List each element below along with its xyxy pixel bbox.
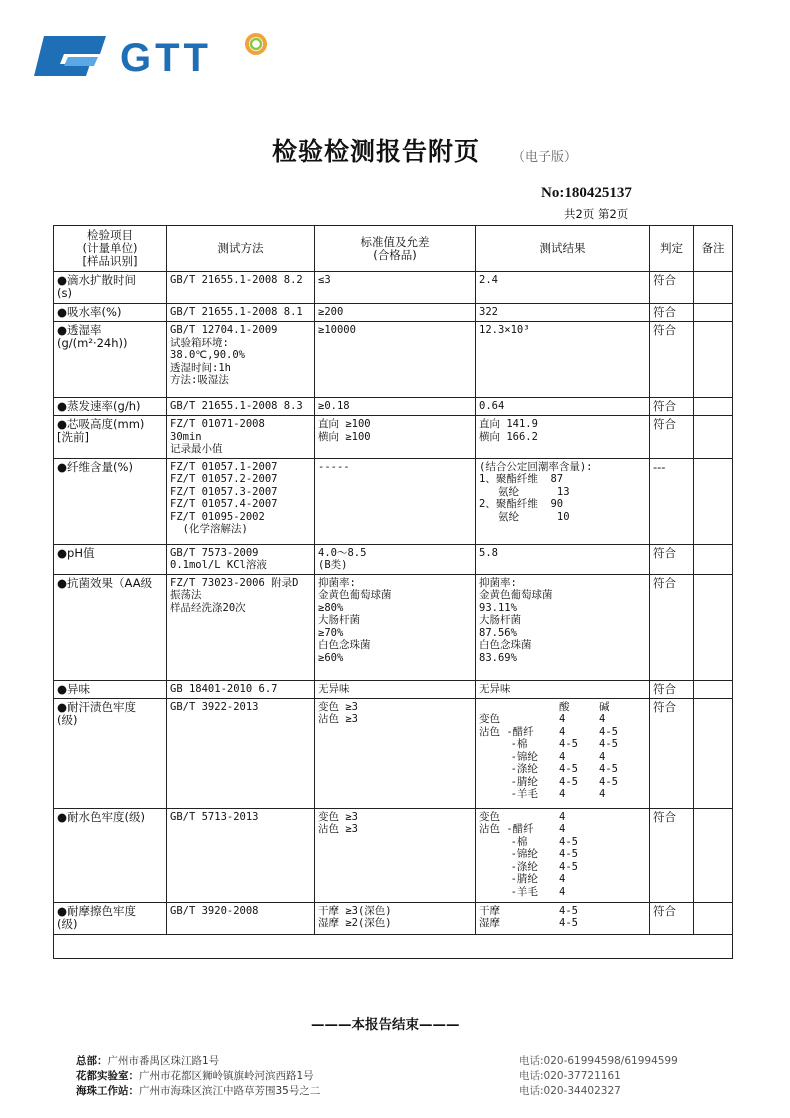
standard-line: ≥60% [318, 651, 344, 664]
footer-address-line [76, 1054, 320, 1069]
item-line: ●抗菌效果（AA级 [57, 575, 153, 590]
method-line: (化学溶解法) [170, 523, 248, 535]
standard-line: 金黄色葡萄球菌 [318, 589, 392, 601]
method-line: FZ/T 73023-2006 附录D [170, 576, 299, 589]
cell-item [54, 544, 167, 574]
cell-item [54, 458, 167, 544]
cell-standard [315, 272, 476, 304]
method-line: 振荡法 [170, 589, 202, 601]
table-row [54, 416, 733, 459]
footer-label: 海珠工作站： [76, 1085, 139, 1097]
header-result: 测试结果 [476, 226, 650, 272]
item-line: (s) [57, 286, 72, 300]
result-line: 12.3×10³ [479, 324, 530, 336]
table-row [54, 574, 733, 680]
cell-standard [315, 544, 476, 574]
item-line: (级) [57, 916, 78, 931]
cell-remark [694, 458, 733, 544]
cell-result [476, 574, 650, 680]
method-line: FZ/T 01057.4-2007 [170, 498, 278, 510]
table-header-row [54, 226, 733, 272]
result-grid-cell: 4 [559, 873, 566, 885]
result-line: (结合公定回潮率含量): [479, 460, 593, 473]
cell-result [476, 322, 650, 398]
cell-judge: 符合 [650, 398, 694, 416]
footer-phone-line: 电话:020-34402327 [519, 1085, 621, 1097]
result-grid-cell: -锦纶 [479, 848, 538, 860]
logo-mark-icon [34, 36, 106, 76]
cell-standard [315, 808, 476, 902]
method-line: GB/T 21655.1-2008 8.1 [170, 306, 303, 318]
footer-address-line [76, 1069, 320, 1084]
cell-remark [694, 398, 733, 416]
item-line: ●耐水色牢度(级) [57, 809, 146, 824]
result-grid-cell: 湿摩 [479, 917, 500, 929]
result-grid-cell: 4-5 [599, 725, 618, 738]
method-line: GB/T 3922-2013 [170, 700, 259, 713]
table-row [54, 698, 733, 808]
result-line: 白色念珠菌 [479, 639, 532, 651]
method-line: GB/T 5713-2013 [170, 810, 259, 823]
footer-text: 广州市花都区狮岭镇旗岭河滨西路1号 [139, 1070, 314, 1082]
footer-phone-line: 电话:020-37721161 [519, 1070, 621, 1082]
table-row-empty [54, 934, 733, 958]
method-line: 记录最小值 [170, 443, 223, 455]
table-row [54, 458, 733, 544]
standard-line: ≤3 [318, 274, 331, 286]
method-line: FZ/T 01071-2008 [170, 418, 265, 430]
result-grid-cell [479, 701, 559, 714]
cell-method [167, 808, 315, 902]
result-grid-cell: 4 [559, 823, 566, 835]
cell-method [167, 398, 315, 416]
result-grid-cell: 4 [599, 788, 606, 800]
cell-item [54, 698, 167, 808]
result-grid-cell: 4-5 [599, 763, 618, 775]
cell-remark [694, 272, 733, 304]
cell-item [54, 416, 167, 459]
method-line: GB/T 7573-2009 [170, 546, 259, 559]
cell-method [167, 574, 315, 680]
cell-remark [694, 544, 733, 574]
result-grid-cell: 碱 [599, 700, 610, 713]
result-grid-cell: -腈纶 [479, 873, 538, 885]
method-line: 样品经洗涤20次 [170, 601, 246, 614]
result-grid-cell: 4-5 [559, 904, 578, 917]
result-grid-cell: 干摩 [479, 904, 500, 917]
item-line: ●吸水率(%) [57, 305, 122, 319]
cell-standard [315, 680, 476, 698]
cell-empty [54, 934, 733, 958]
result-grid-cell: -羊毛 [479, 885, 538, 898]
result-line: 1、聚酯纤维 87 [479, 473, 564, 485]
cell-method [167, 544, 315, 574]
cell-remark [694, 574, 733, 680]
cell-judge: 符合 [650, 808, 694, 902]
result-grid-cell: 4 [559, 788, 566, 800]
cell-standard [315, 304, 476, 322]
page-title: 检验检测报告附页 [272, 137, 481, 166]
item-line: ●纤维含量(%) [57, 459, 133, 474]
method-line: 方法:吸湿法 [170, 374, 229, 386]
result-grid [479, 811, 646, 899]
result-grid-cell: -锦纶 [479, 750, 538, 763]
method-line: 38.0℃,90.0% [170, 349, 246, 361]
standard-line: 4.0～8.5 [318, 546, 367, 559]
method-line: 30min [170, 430, 202, 443]
item-line: ●pH值 [57, 545, 95, 560]
footer-phones [519, 1054, 678, 1099]
method-line: GB/T 21655.1-2008 8.2 [170, 274, 303, 286]
table-row [54, 398, 733, 416]
item-line: ●芯吸高度(mm) [57, 417, 145, 431]
result-grid-cell: 4-5 [559, 917, 578, 929]
result-line: 大肠杆菌 [479, 614, 521, 626]
result-grid-cell: 4-5 [599, 738, 618, 750]
item-line: ●滴水扩散时间 [57, 273, 137, 287]
result-line: 2.4 [479, 274, 498, 286]
cell-result [476, 544, 650, 574]
cell-judge: 符合 [650, 574, 694, 680]
result-line: 322 [479, 306, 498, 318]
result-grid [479, 701, 646, 801]
table-row [54, 808, 733, 902]
cell-item [54, 808, 167, 902]
cell-remark [694, 902, 733, 934]
cell-item [54, 902, 167, 934]
standard-line: 横向 ≥100 [318, 430, 371, 443]
item-line: ●异味 [57, 681, 91, 696]
item-line: ●耐摩擦色牢度 [57, 903, 137, 918]
item-line: (级) [57, 712, 78, 727]
result-grid-cell: 4-5 [559, 848, 578, 860]
header-method: 测试方法 [167, 226, 315, 272]
header-item: 检验项目 (计量单位) [样品识别] [54, 226, 167, 272]
result-line: 直向 141.9 [479, 418, 538, 430]
cell-method [167, 680, 315, 698]
page-subtitle: （电子版） [512, 150, 578, 165]
method-line: FZ/T 01095-2002 [170, 510, 265, 523]
result-line: 93.11% [479, 601, 517, 614]
result-line: 87.56% [479, 626, 517, 639]
report-number: No:180425137 [541, 185, 632, 201]
result-line: 83.69% [479, 651, 517, 664]
result-grid-cell: 沾色 -醋纤 [479, 823, 534, 835]
result-grid-cell: 4-5 [559, 775, 578, 788]
cell-method [167, 416, 315, 459]
cell-standard [315, 458, 476, 544]
standard-line: 大肠杆菌 [318, 614, 360, 626]
cell-standard [315, 416, 476, 459]
table-row [54, 304, 733, 322]
cell-method [167, 322, 315, 398]
result-grid-cell: 4 [559, 810, 566, 823]
header-standard: 标准值及允差 (合格品) [315, 226, 476, 272]
result-line: 氨纶 13 [479, 485, 570, 498]
cell-item [54, 304, 167, 322]
footer-address-line [76, 1084, 320, 1099]
result-grid [479, 905, 646, 930]
standard-line: 变色 ≥3 [318, 700, 358, 713]
result-grid-cell: 4 [599, 750, 606, 763]
cell-remark [694, 416, 733, 459]
result-line: 横向 166.2 [479, 430, 538, 443]
cell-judge: 符合 [650, 680, 694, 698]
footer-text: 广州市海珠区滨江中路草芳围35号之二 [139, 1085, 321, 1097]
cell-result [476, 416, 650, 459]
cell-method [167, 458, 315, 544]
standard-line: ≥80% [318, 601, 344, 614]
cell-result [476, 808, 650, 902]
method-line: FZ/T 01057.1-2007 [170, 460, 278, 473]
cell-result [476, 902, 650, 934]
item-line: [洗前] [57, 430, 89, 444]
cell-result [476, 304, 650, 322]
results-table [53, 225, 733, 959]
standard-line: 无异味 [318, 682, 350, 695]
cell-result [476, 698, 650, 808]
result-grid-cell: 4-5 [559, 835, 578, 848]
method-line: GB/T 3920-2008 [170, 904, 259, 917]
logo-text: GTT [120, 36, 212, 80]
method-line: FZ/T 01057.3-2007 [170, 485, 278, 498]
result-line: 2、聚酯纤维 90 [479, 498, 564, 510]
cell-remark [694, 808, 733, 902]
cell-standard [315, 902, 476, 934]
method-line: 试验箱环境: [170, 336, 229, 349]
standard-line: ≥10000 [318, 324, 356, 336]
cell-item [54, 272, 167, 304]
table-row [54, 272, 733, 304]
result-grid-cell: 4 [559, 885, 566, 898]
result-grid-cell: -羊毛 [479, 788, 538, 800]
cell-remark [694, 698, 733, 808]
cell-judge: --- [650, 458, 694, 544]
standard-line: ≥0.18 [318, 400, 350, 412]
cell-method [167, 902, 315, 934]
cell-method [167, 272, 315, 304]
result-line: 5.8 [479, 546, 498, 559]
result-grid-cell: 4 [559, 725, 566, 738]
result-grid-cell: 酸 [559, 700, 570, 713]
standard-line: 白色念珠菌 [318, 639, 371, 651]
table-row [54, 322, 733, 398]
result-line: 无异味 [479, 682, 511, 695]
footer-phone-line: 电话:020-61994598/61994599 [519, 1055, 678, 1067]
report-end: ———本报告结束——— [311, 1017, 460, 1033]
result-grid-cell: 4-5 [559, 860, 578, 873]
result-line: 金黄色葡萄球菌 [479, 589, 553, 601]
standard-line: 变色 ≥3 [318, 810, 358, 823]
cell-method [167, 698, 315, 808]
cell-standard [315, 322, 476, 398]
result-grid-cell: 变色 [479, 810, 500, 823]
result-grid-cell: 4 [599, 713, 606, 725]
cell-judge: 符合 [650, 698, 694, 808]
standard-line: 直向 ≥100 [318, 418, 371, 430]
method-line: 透湿时间:1h [170, 361, 231, 374]
cell-result [476, 398, 650, 416]
standard-line: 抑菌率: [318, 576, 356, 589]
result-grid-cell: 4-5 [559, 738, 578, 750]
result-grid-cell: 4 [559, 750, 566, 763]
cell-judge: 符合 [650, 902, 694, 934]
result-grid-cell: -涤纶 [479, 763, 538, 775]
footer-addresses [76, 1054, 320, 1099]
method-line: GB/T 21655.1-2008 8.3 [170, 400, 303, 412]
method-line: GB/T 12704.1-2009 [170, 324, 278, 336]
footer-label: 总部： [76, 1055, 108, 1067]
cell-remark [694, 680, 733, 698]
item-line: ●耐汗渍色牢度 [57, 699, 137, 714]
cell-remark [694, 304, 733, 322]
cell-remark [694, 322, 733, 398]
cell-item [54, 398, 167, 416]
result-grid-cell: -棉 [479, 835, 528, 848]
result-grid-cell: 4 [559, 713, 566, 725]
cell-judge: 符合 [650, 322, 694, 398]
cell-result [476, 458, 650, 544]
standard-line: 干摩 ≥3(深色) [318, 904, 392, 917]
cell-result [476, 680, 650, 698]
standard-line: (B类) [318, 559, 348, 571]
cell-standard [315, 398, 476, 416]
cell-judge: 符合 [650, 304, 694, 322]
cell-judge: 符合 [650, 272, 694, 304]
result-line: 抑菌率: [479, 576, 517, 589]
cell-standard [315, 698, 476, 808]
header-remark: 备注 [694, 226, 733, 272]
standard-line: ≥70% [318, 626, 344, 639]
result-grid-cell: -涤纶 [479, 860, 538, 873]
item-line: ●蒸发速率(g/h) [57, 399, 141, 413]
standard-line: 沾色 ≥3 [318, 713, 358, 725]
page-count: 共2页 第2页 [564, 207, 629, 221]
item-line: ●透湿率 [57, 323, 102, 337]
result-grid-cell: 4-5 [599, 775, 618, 788]
header-judge: 判定 [650, 226, 694, 272]
cell-method [167, 304, 315, 322]
cell-standard [315, 574, 476, 680]
cell-item [54, 574, 167, 680]
result-line: 0.64 [479, 400, 505, 412]
method-line: 0.1mol/L KCl溶液 [170, 559, 267, 571]
cell-judge: 符合 [650, 544, 694, 574]
result-grid-cell: 沾色 -醋纤 [479, 725, 534, 738]
result-line: 氨纶 10 [479, 510, 570, 523]
result-grid-cell: -腈纶 [479, 775, 538, 788]
table-row [54, 680, 733, 698]
standard-line: ----- [318, 460, 350, 473]
footer-text: 广州市番禺区珠江路1号 [107, 1055, 220, 1067]
cell-judge: 符合 [650, 416, 694, 459]
standard-line: 沾色 ≥3 [318, 823, 358, 835]
result-grid-cell: 4-5 [559, 763, 578, 775]
footer-label: 花都实验室： [76, 1070, 139, 1082]
cell-item [54, 680, 167, 698]
method-line: FZ/T 01057.2-2007 [170, 473, 278, 485]
result-grid-cell: -棉 [479, 738, 528, 750]
standard-line: ≥200 [318, 306, 344, 318]
table-row [54, 902, 733, 934]
method-line: GB 18401-2010 6.7 [170, 682, 278, 695]
item-line: (g/(m²·24h)) [57, 336, 128, 350]
cell-result [476, 272, 650, 304]
table-row [54, 544, 733, 574]
standard-line: 湿摩 ≥2(深色) [318, 917, 392, 929]
cell-item [54, 322, 167, 398]
result-grid-cell: 变色 [479, 713, 500, 725]
